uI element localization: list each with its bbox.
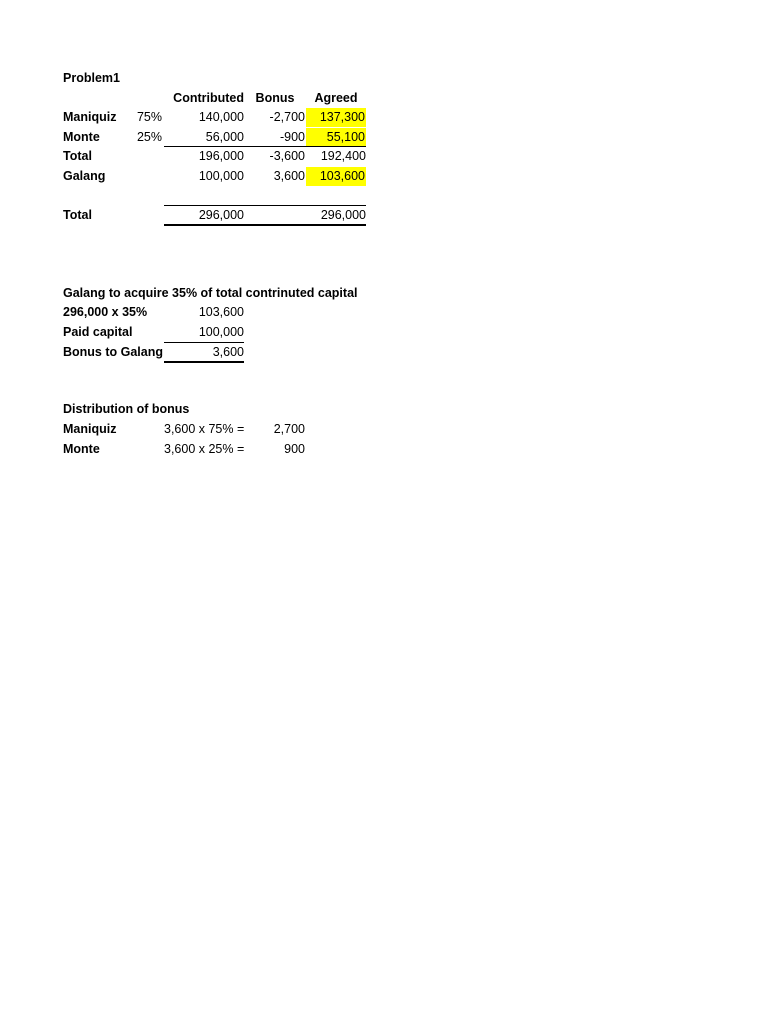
row-agreed-monte: 55,100 <box>306 128 366 147</box>
acquire-line-value: 103,600 <box>198 305 244 319</box>
acquire-double-underline <box>164 361 244 363</box>
row-contributed-galang: 100,000 <box>198 169 244 183</box>
row-contributed-total: 196,000 <box>198 149 244 163</box>
distribution-line-label: Monte <box>63 442 100 456</box>
row-name-total: Total <box>63 149 92 163</box>
acquire-line-value: 3,600 <box>212 345 244 359</box>
row-pct-monte: 25% <box>136 130 162 144</box>
row-bonus-monte: -900 <box>279 130 305 144</box>
row-name-galang: Galang <box>63 169 106 183</box>
header-contributed: Contributed <box>173 91 244 105</box>
row-bonus-total: -3,600 <box>269 149 305 163</box>
grand-total-double-underline <box>164 224 366 226</box>
header-agreed: Agreed <box>314 91 358 105</box>
distribution-line-label: Maniquiz <box>63 422 117 436</box>
grand-total-contributed: 296,000 <box>198 208 244 222</box>
grand-total-label: Total <box>63 208 92 222</box>
acquire-line-label: 296,000 x 35% <box>63 305 148 319</box>
distribution-line-formula: 3,600 x 25% = <box>164 442 245 456</box>
distribution-line-formula: 3,600 x 75% = <box>164 422 245 436</box>
acquire-line-label: Bonus to Galang <box>63 345 163 359</box>
header-bonus: Bonus <box>255 91 295 105</box>
row-contributed-monte: 56,000 <box>205 130 244 144</box>
row-bonus-galang: 3,600 <box>273 169 305 183</box>
row-name-monte: Monte <box>63 130 100 144</box>
row-agreed-maniquiz: 137,300 <box>306 108 366 127</box>
problem-title: Problem1 <box>63 71 120 85</box>
row-pct-maniquiz: 75% <box>136 110 162 124</box>
row-agreed-galang: 103,600 <box>306 167 366 186</box>
distribution-line-value: 900 <box>284 442 305 456</box>
row-bonus-maniquiz: -2,700 <box>269 110 305 124</box>
acquire-line-value: 100,000 <box>198 325 244 339</box>
row-agreed-total: 192,400 <box>320 149 366 163</box>
acquire-line-label: Paid capital <box>63 325 133 339</box>
grand-total-agreed: 296,000 <box>320 208 366 222</box>
row-contributed-maniquiz: 140,000 <box>198 110 244 124</box>
row-name-maniquiz: Maniquiz <box>63 110 117 124</box>
acquire-heading: Galang to acquire 35% of total contrinuted capital <box>63 286 358 300</box>
distribution-line-value: 2,700 <box>273 422 305 436</box>
distribution-heading: Distribution of bonus <box>63 402 190 416</box>
